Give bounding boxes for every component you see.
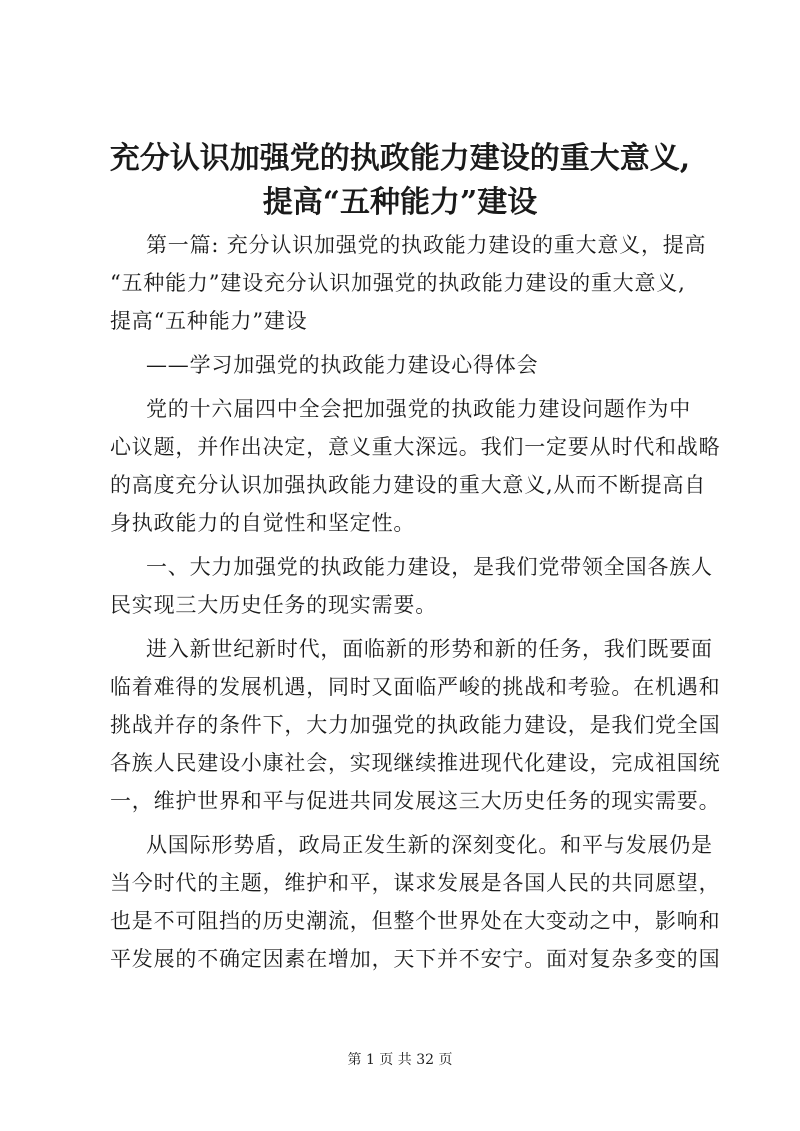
paragraph-line: 党的十六届四中全会把加强党的执政能力建设问题作为中 (146, 397, 691, 421)
paragraph-line: 从国际形势盾，政局正发生新的深刻变化。和平与发展仍是 (146, 833, 713, 857)
paragraph-line: 挑战并存的条件下，大力加强党的执政能力建设，是我们党全国 (110, 713, 721, 737)
paragraph-line: 各族人民建设小康社会，实现继续推进现代化建设，完成祖国统 (110, 751, 721, 775)
paragraph-line: 一，维护世界和平与促进共同发展这三大历史任务的现实需要。 (110, 789, 721, 813)
paragraph-line: 身执政能力的自觉性和坚定性。 (110, 511, 416, 535)
paragraph-line: ——学习加强党的执政能力建设心得体会 (146, 353, 539, 377)
paragraph-line: 也是不可阻挡的历史潮流，但整个世界处在大变动之中，影响和 (110, 909, 721, 933)
paragraph-line: 进入新世纪新时代，面临新的形势和新的任务，我们既要面 (146, 637, 713, 661)
paragraph-line: 第一篇: 充分认识加强党的执政能力建设的重大意义，提高 (146, 233, 707, 257)
paragraph-line: 平发展的不确定因素在增加，天下并不安宁。面对复杂多变的国 (110, 947, 721, 971)
document-title-line-1: 充分认识加强党的执政能力建设的重大意义, (109, 141, 691, 176)
paragraph-line: 心议题，并作出决定，意义重大深远。我们一定要从时代和战略 (110, 435, 721, 459)
paragraph-line: 民实现三大历史任务的现实需要。 (110, 593, 437, 617)
page-number-footer: 第 1 页 共 32 页 (347, 1052, 453, 1068)
paragraph-line: 的高度充分认识加强执政能力建设的重大意义,从而不断提高自 (110, 473, 707, 497)
paragraph-line: 提高“五种能力”建设 (110, 309, 308, 333)
paragraph-line: 一、大力加强党的执政能力建设，是我们党带领全国各族人 (146, 555, 713, 579)
paragraph-line: 临着难得的发展机遇，同时又面临严峻的挑战和考验。在机遇和 (110, 675, 721, 699)
document-title-line-2: 提高“五种能力”建设 (262, 185, 538, 220)
paragraph-line: 当今时代的主题，维护和平，谋求发展是各国人民的共同愿望， (110, 871, 721, 895)
paragraph-line: “五种能力”建设充分认识加强党的执政能力建设的重大意义, (110, 271, 686, 295)
